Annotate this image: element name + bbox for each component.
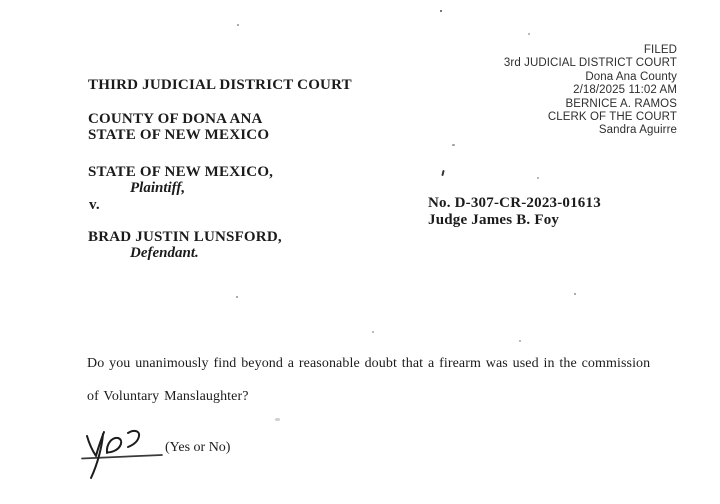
scan-artifact <box>441 170 444 176</box>
question-line-1: Do you unanimously find beyond a reasonable doubt that a firearm was used in the commission <box>87 356 651 371</box>
scan-artifact <box>528 33 530 35</box>
caption-versus: v. <box>89 197 100 213</box>
handwritten-letter-e <box>107 438 121 453</box>
filing-datetime: 2/18/2025 11:02 AM <box>573 84 677 97</box>
case-number: No. D-307-CR-2023-01613 <box>428 195 601 211</box>
filed-stamp <box>504 44 677 138</box>
caption-defendant-name: BRAD JUSTIN LUNSFORD, <box>88 229 282 245</box>
handwritten-letter-s <box>128 431 139 447</box>
scan-artifact <box>275 418 280 421</box>
filing-county: Dona Ana County <box>585 70 677 83</box>
deputy-clerk-name: Sandra Aguirre <box>598 124 677 137</box>
scan-artifact <box>372 331 374 333</box>
court-state: STATE OF NEW MEXICO <box>88 127 270 143</box>
question-line-2: of Voluntary Manslaughter? <box>87 389 249 404</box>
clerk-title: CLERK OF THE COURT <box>547 111 677 124</box>
scan-artifact <box>452 144 455 146</box>
answer-blank-line <box>82 455 162 459</box>
caption-plaintiff-role: Plaintiff, <box>130 180 186 196</box>
scan-artifact <box>574 293 576 295</box>
scan-artifact <box>537 177 539 179</box>
filed-label: FILED <box>643 44 677 56</box>
scan-artifact <box>440 10 442 12</box>
clerk-name: BERNICE A. RAMOS <box>565 97 677 110</box>
caption-plaintiff-name: STATE OF NEW MEXICO, <box>88 164 274 180</box>
scan-artifact <box>236 296 238 298</box>
filing-court: 3rd JUDICIAL DISTRICT COURT <box>503 57 677 70</box>
answer-instruction: (Yes or No) <box>165 440 231 455</box>
scan-artifact <box>519 340 521 342</box>
caption-defendant-role: Defendant. <box>130 245 199 261</box>
court-name: THIRD JUDICIAL DISTRICT COURT <box>88 77 352 93</box>
court-county: COUNTY OF DONA ANA <box>88 111 263 127</box>
judge-name: Judge James B. Foy <box>428 212 560 228</box>
handwritten-answer <box>78 424 173 484</box>
scan-artifact <box>237 24 239 26</box>
